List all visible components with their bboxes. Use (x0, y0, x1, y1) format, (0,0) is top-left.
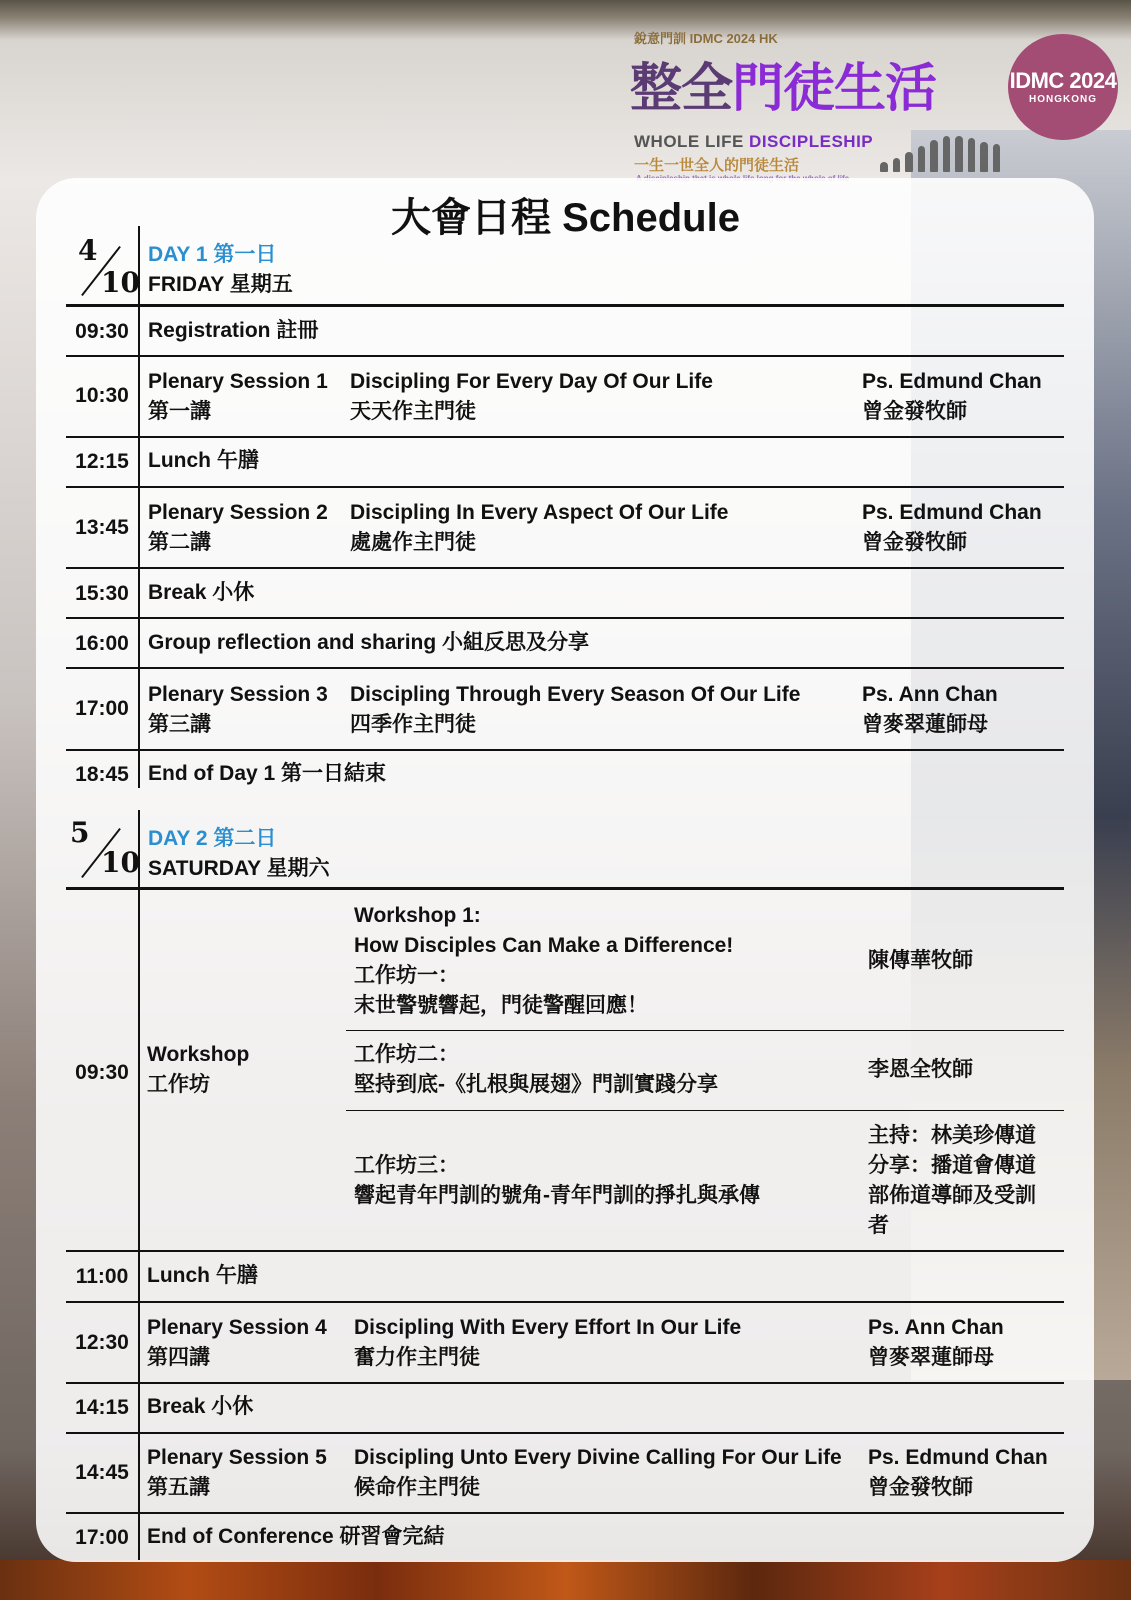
row-event-en: Plenary Session 4 (147, 1316, 327, 1339)
logo-subtitle-zh: 一生一世全人的門徒生活 (634, 157, 800, 174)
row-divider (66, 667, 1064, 669)
row-divider (66, 1432, 1064, 1434)
workshop-line: 工作坊一： (354, 964, 459, 987)
page-title: 大會日程 Schedule (391, 196, 740, 240)
workshop-speaker: 部佈道導師及受訓 (868, 1184, 1036, 1207)
row-time: 14:15 (75, 1396, 129, 1419)
row-time: 13:45 (75, 516, 129, 539)
row-speaker-zh: 曾金發牧師 (868, 1476, 973, 1499)
row-event: Break 小休 (148, 581, 255, 604)
row-topic-zh: 天天作主門徒 (350, 400, 476, 423)
workshop-divider (346, 1030, 1064, 1031)
row-event: Group reflection and sharing 小組反思及分享 (148, 631, 590, 654)
row-event-en: Plenary Session 1 (148, 370, 328, 393)
workshop-label-en: Workshop (147, 1043, 250, 1066)
foliage-strip (0, 1560, 1131, 1600)
workshop-speaker: 分享：播道會傳道 (868, 1154, 1036, 1177)
workshop-line: 工作坊二： (354, 1043, 459, 1066)
row-speaker-en: Ps. Ann Chan (868, 1316, 1004, 1339)
logo-title (630, 46, 936, 121)
row-divider (66, 1250, 1064, 1252)
day2-weekday: SATURDAY 星期六 (148, 857, 330, 880)
conference-badge (1008, 34, 1118, 140)
row-divider (66, 355, 1064, 357)
row-speaker-en: Ps. Edmund Chan (868, 1446, 1048, 1469)
row-time: 10:30 (75, 384, 129, 407)
row-event: Registration 註冊 (148, 319, 319, 342)
row-event-en: Plenary Session 3 (148, 683, 328, 706)
row-topic-zh: 四季作主門徒 (350, 713, 476, 736)
logo-subtitle-en (634, 132, 873, 152)
workshop-line: 末世警號響起，門徒警醒回應！ (354, 994, 648, 1017)
row-topic-en: Discipling In Every Aspect Of Our Life (350, 501, 729, 524)
day1-date-day: 4 (78, 234, 98, 267)
row-event: End of Day 1 第一日結束 (148, 762, 387, 785)
logo-title-part-b: 門徒生活 (732, 59, 937, 119)
row-topic-en: Discipling Unto Every Divine Calling For Our Life (354, 1446, 842, 1469)
row-time: 12:30 (75, 1331, 129, 1354)
day1-label: DAY 1 第一日 (148, 243, 277, 266)
logo-pretitle: 銳意門訓 IDMC 2024 HK (634, 31, 778, 46)
day1-date-month: 10 (101, 266, 140, 299)
day1-header-rule (66, 304, 1064, 307)
badge-line1: IDMC 2024 (1009, 68, 1117, 93)
day2-date-day: 5 (70, 816, 90, 849)
row-time: 14:45 (75, 1461, 129, 1484)
row-speaker-en: Ps. Edmund Chan (862, 501, 1042, 524)
workshop-divider (346, 1110, 1064, 1111)
row-event-en: Plenary Session 5 (147, 1446, 327, 1469)
row-time: 09:30 (75, 1061, 129, 1084)
row-event-zh: 第五講 (147, 1476, 210, 1499)
row-divider (66, 436, 1064, 438)
workshop-label-zh: 工作坊 (147, 1073, 210, 1096)
row-time: 17:00 (75, 1526, 129, 1549)
workshop-line: 堅持到底-《扎根與展翅》門訓實踐分享 (354, 1073, 718, 1096)
row-event: Lunch 午膳 (147, 1264, 258, 1287)
row-speaker-zh: 曾金發牧師 (862, 531, 967, 554)
row-speaker-en: Ps. Edmund Chan (862, 370, 1042, 393)
row-divider (66, 486, 1064, 488)
workshop-line: 工作坊三： (354, 1154, 459, 1177)
row-event-en: Plenary Session 2 (148, 501, 328, 524)
row-time: 09:30 (75, 320, 129, 343)
row-event-zh: 第三講 (148, 713, 211, 736)
row-event: End of Conference 研習會完結 (147, 1525, 445, 1548)
row-divider (66, 1301, 1064, 1303)
row-event-zh: 第四講 (147, 1346, 210, 1369)
row-time: 18:45 (75, 763, 129, 786)
row-speaker-zh: 曾金發牧師 (862, 400, 967, 423)
day2-header-rule (66, 887, 1064, 890)
logo-title-part-a: 整全 (630, 59, 733, 119)
row-time: 17:00 (75, 697, 129, 720)
day1-weekday: FRIDAY 星期五 (148, 273, 293, 296)
row-topic-en: Discipling Through Every Season Of Our Life (350, 683, 801, 706)
row-time: 16:00 (75, 632, 129, 655)
row-topic-zh: 奮力作主門徒 (354, 1346, 480, 1369)
row-time: 15:30 (75, 582, 129, 605)
workshop-speaker: 者 (868, 1214, 889, 1237)
row-divider (66, 567, 1064, 569)
row-topic-zh: 處處作主門徒 (350, 531, 476, 554)
life-stages-figures-icon (880, 132, 1000, 172)
workshop-line: How Disciples Can Make a Difference! (354, 934, 734, 957)
row-topic-en: Discipling With Every Effort In Our Life (354, 1316, 742, 1339)
row-event-zh: 第二講 (148, 531, 211, 554)
conference-logo (630, 24, 1010, 174)
row-speaker-zh: 曾麥翠蓮師母 (862, 713, 988, 736)
row-speaker-en: Ps. Ann Chan (862, 683, 998, 706)
row-speaker-zh: 曾麥翠蓮師母 (868, 1346, 994, 1369)
row-event: Lunch 午膳 (148, 449, 259, 472)
row-divider (66, 1382, 1064, 1384)
row-topic-en: Discipling For Every Day Of Our Life (350, 370, 713, 393)
day2-vertical-divider (138, 810, 140, 1560)
row-divider (66, 617, 1064, 619)
row-divider (66, 749, 1064, 751)
row-time: 11:00 (75, 1265, 129, 1288)
logo-subtitle-en-a: WHOLE LIFE (634, 132, 750, 151)
row-topic-zh: 候命作主門徒 (354, 1476, 480, 1499)
workshop-speaker: 李恩全牧師 (868, 1058, 973, 1081)
workshop-line: Workshop 1: (354, 904, 481, 927)
day2-label: DAY 2 第二日 (148, 827, 277, 850)
day2-date-month: 10 (101, 846, 140, 879)
workshop-line: 響起青年門訓的號角-青年門訓的掙扎與承傳 (354, 1184, 760, 1207)
row-event: Break 小休 (147, 1395, 254, 1418)
row-event-zh: 第一講 (148, 400, 211, 423)
badge-line2: HONGKONG (1029, 94, 1097, 105)
row-time: 12:15 (75, 450, 129, 473)
day1-vertical-divider (138, 226, 140, 788)
workshop-speaker: 主持：林美珍傳道 (868, 1124, 1036, 1147)
workshop-speaker: 陳傳華牧師 (868, 949, 973, 972)
row-divider (66, 1512, 1064, 1514)
logo-subtitle-en-b: DISCIPLESHIP (749, 132, 874, 151)
